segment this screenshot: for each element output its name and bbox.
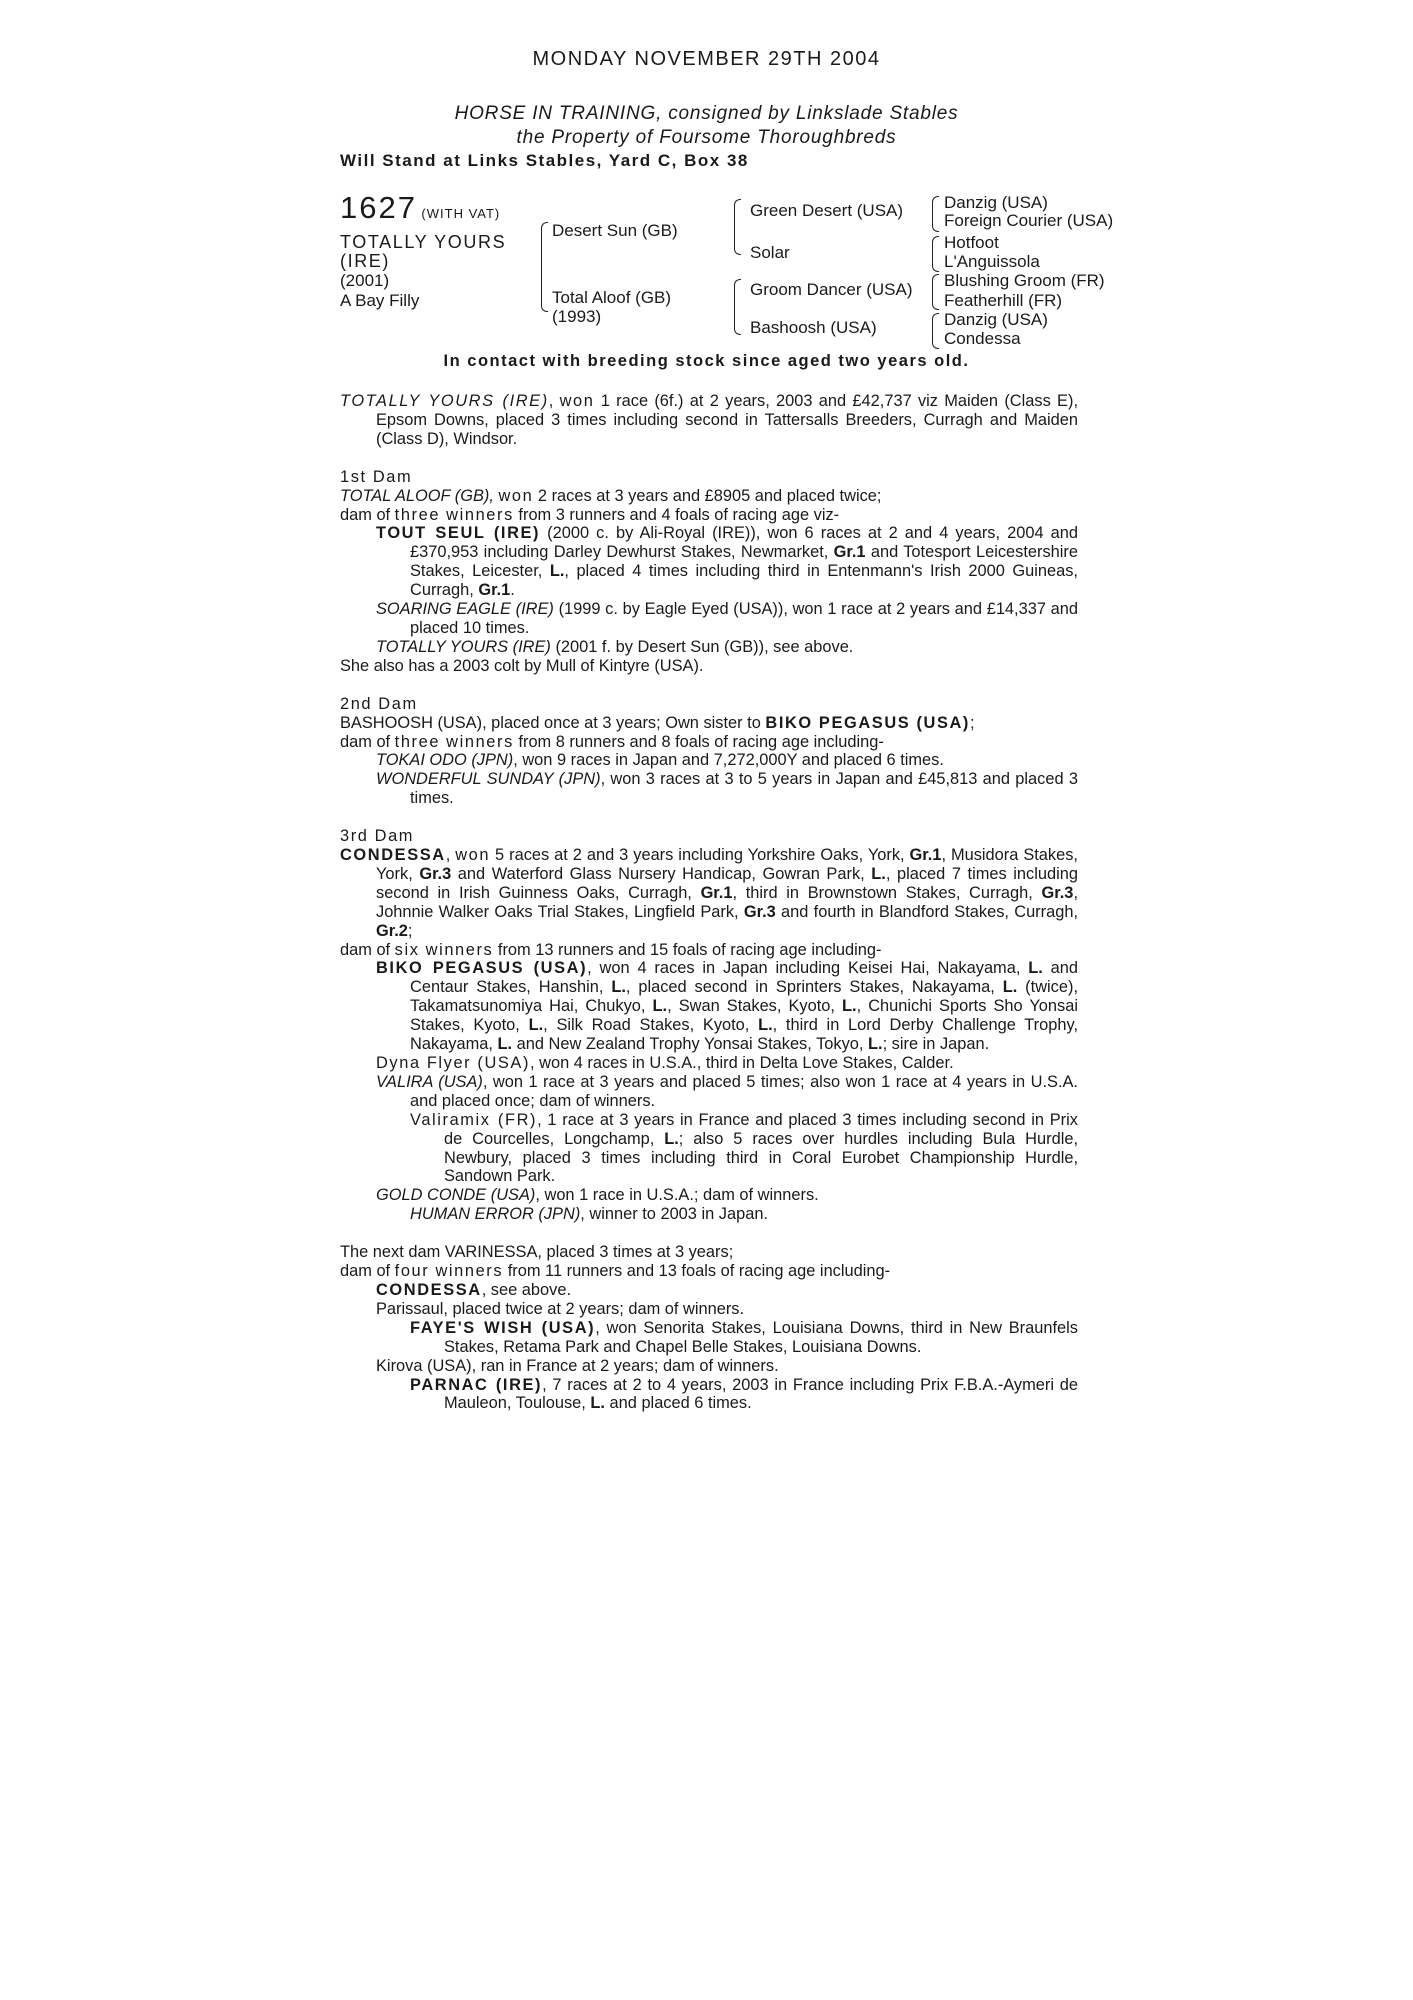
next-dam-record: The next dam VARINESSA, placed 3 times at 3 years; bbox=[340, 1243, 734, 1262]
first-dam-record: TOTAL ALOOF (GB), won 2 races at 3 years and £8905 and placed twice; bbox=[340, 486, 882, 505]
pedigree-sdd: L'Anguissola bbox=[944, 252, 1040, 271]
third-dam-heading: 3rd Dam bbox=[340, 827, 415, 846]
list-item: WONDERFUL SUNDAY (JPN), won 3 races at 3 to 5 years in Japan and £45,813 and placed 3 times. bbox=[376, 770, 1078, 808]
second-dam-record: BASHOOSH (USA), placed once at 3 years; Own sister to BIKO PEGASUS (USA); bbox=[340, 713, 975, 732]
pedigree-dam-sire: Groom Dancer (USA) bbox=[750, 280, 913, 299]
pedigree-bracket-gs1 bbox=[932, 196, 939, 232]
horse-name: TOTALLY YOURS bbox=[340, 232, 507, 252]
pedigree-sss: Danzig (USA) bbox=[944, 193, 1048, 212]
pedigree-dds: Danzig (USA) bbox=[944, 310, 1048, 329]
pedigree-bracket-dam bbox=[734, 279, 741, 335]
pedigree-bracket-gs3 bbox=[932, 274, 939, 310]
pedigree-dam: Total Aloof (GB) bbox=[552, 288, 672, 307]
list-item: Kirova (USA), ran in France at 2 years; dam of winners. bbox=[376, 1356, 779, 1375]
vat-note: (WITH VAT) bbox=[421, 206, 501, 221]
third-dam-produce-summary: dam of six winners from 13 runners and 15 foals of racing age including- bbox=[340, 940, 882, 959]
pedigree-bracket-sire bbox=[734, 199, 741, 255]
list-item: CONDESSA, see above. bbox=[376, 1280, 572, 1299]
pedigree-bracket-gen1 bbox=[541, 222, 548, 312]
pedigree-dsd: Featherhill (FR) bbox=[944, 291, 1063, 310]
list-item: GOLD CONDE (USA), won 1 race in U.S.A.; dam of winners. bbox=[376, 1186, 819, 1205]
stand-location: Will Stand at Links Stables, Yard C, Box 38 bbox=[340, 151, 749, 170]
pedigree-ssd: Foreign Courier (USA) bbox=[944, 211, 1114, 230]
next-dam-produce-summary: dam of four winners from 11 runners and 13 foals of racing age including- bbox=[340, 1262, 891, 1281]
list-item: HUMAN ERROR (JPN), winner to 2003 in Japan. bbox=[410, 1205, 768, 1224]
pedigree-sire: Desert Sun (GB) bbox=[552, 221, 678, 240]
pedigree-dss: Blushing Groom (FR) bbox=[944, 271, 1105, 290]
list-item: FAYE'S WISH (USA), won Senorita Stakes, Louisiana Downs, third in New Braunfels Stakes, Retama Park and Chapel Belle Stakes, Louisiana Downs. bbox=[410, 1318, 1078, 1356]
pedigree-bracket-gs2 bbox=[932, 236, 939, 272]
lot-heading bbox=[340, 190, 500, 226]
list-item: Valiramix (FR), 1 race at 3 years in France and placed 3 times including second in Prix de Courcelles, Longchamp, L.; also 5 races over hurdles including Bula Hurdle, Newbury, placed 3 times including third in Coral Eurobet Championship Hurdle, Sandown Park. bbox=[410, 1110, 1079, 1186]
second-dam-heading: 2nd Dam bbox=[340, 694, 418, 713]
list-item: Parissaul, placed twice at 2 years; dam of winners. bbox=[376, 1299, 745, 1318]
pedigree-sire-dam: Solar bbox=[750, 243, 790, 262]
pedigree-dam-dam: Bashoosh (USA) bbox=[750, 318, 877, 337]
horse-description: A Bay Filly bbox=[340, 291, 420, 310]
property-line: the Property of Foursome Thoroughbreds bbox=[516, 127, 897, 148]
pedigree-ddd: Condessa bbox=[944, 329, 1021, 348]
list-item: TOUT SEUL (IRE) (2000 c. by Ali-Royal (IRE)), won 6 races at 2 and 4 years, 2004 and £370,953 including Darley Dewhurst Stakes, Newmarket, Gr.1 and Totesport Leicestershire Stakes, Leicester, L., placed 4 times including third in Entenmann's Irish 2000 Guineas, Curragh, Gr.1. bbox=[376, 524, 1078, 600]
consignment-line: HORSE IN TRAINING, consigned by Linkslade Stables bbox=[454, 103, 959, 124]
list-item: TOTALLY YOURS (IRE) (2001 f. by Desert Sun (GB)), see above. bbox=[376, 637, 854, 656]
third-dam-record: CONDESSA, won 5 races at 2 and 3 years including Yorkshire Oaks, York, Gr.1, Musidora Stakes, York, Gr.3 and Waterford Glass Nursery Handicap, Gowran Park, L., placed 7 times including second in Irish Guinness Oaks, Curragh, Gr.1, third in Brownstown Stakes, Curragh, Gr.3, Johnnie Walker Oaks Trial Stakes, Lingfield Park, Gr.3 and fourth in Blandford Stakes, Curragh, Gr.2; bbox=[340, 846, 1079, 940]
pedigree-dam-year: (1993) bbox=[552, 307, 602, 326]
catalogue-body bbox=[340, 392, 1078, 1413]
summary-paragraph: TOTALLY YOURS (IRE), won 1 race (6f.) at 2 years, 2003 and £42,737 viz Maiden (Class E), Epsom Downs, placed 3 times including second in Tattersalls Breeders, Curragh and Maiden (Class D), Windsor. bbox=[340, 392, 1079, 448]
pedigree-sds: Hotfoot bbox=[944, 233, 999, 252]
breeding-note: In contact with breeding stock since aged two years old. bbox=[443, 352, 970, 370]
first-dam-heading: 1st Dam bbox=[340, 467, 413, 486]
list-item: SOARING EAGLE (IRE) (1999 c. by Eagle Eyed (USA)), won 1 race at 2 years and £14,337 and placed 10 times. bbox=[376, 600, 1078, 637]
horse-suffix: (IRE) bbox=[340, 251, 390, 271]
lot-number: 1627 bbox=[340, 190, 417, 225]
list-item: Dyna Flyer (USA), won 4 races in U.S.A., third in Delta Love Stakes, Calder. bbox=[376, 1054, 954, 1072]
pedigree-bracket-gs4 bbox=[932, 313, 939, 349]
pedigree-sire-sire: Green Desert (USA) bbox=[750, 201, 904, 220]
list-item: BIKO PEGASUS (USA), won 4 races in Japan including Keisei Hai, Nakayama, L. and Centaur Stakes, Hanshin, L., placed second in Sprinters Stakes, Nakayama, L. (twice), Takamatsunomiya Hai, Chukyo, L., Swan Stakes, Kyoto, L., Chunichi Sports Sho Yonsai Stakes, Kyoto, L., Silk Road Stakes, Kyoto, L., third in Lord Derby Challenge Trophy, Nakayama, L. and New Zealand Trophy Yonsai Stakes, Tokyo, L.; sire in Japan. bbox=[376, 959, 1079, 1054]
first-dam-also: She also has a 2003 colt by Mull of Kintyre (USA). bbox=[340, 656, 704, 675]
horse-year: (2001) bbox=[340, 271, 390, 290]
list-item: VALIRA (USA), won 1 race at 3 years and placed 5 times; also won 1 race at 4 years in U.S.A. and placed once; dam of winners. bbox=[376, 1072, 1078, 1110]
second-dam-produce-summary: dam of three winners from 8 runners and 8 foals of racing age including- bbox=[340, 732, 884, 751]
catalogue-date: MONDAY NOVEMBER 29TH 2004 bbox=[532, 48, 881, 70]
list-item: TOKAI ODO (JPN), won 9 races in Japan and 7,272,000Y and placed 6 times. bbox=[376, 751, 944, 770]
first-dam-produce-summary: dam of three winners from 3 runners and 4 foals of racing age viz- bbox=[340, 505, 840, 524]
list-item: PARNAC (IRE), 7 races at 2 to 4 years, 2003 in France including Prix F.B.A.-Aymeri de Mauleon, Toulouse, L. and placed 6 times. bbox=[410, 1375, 1078, 1413]
